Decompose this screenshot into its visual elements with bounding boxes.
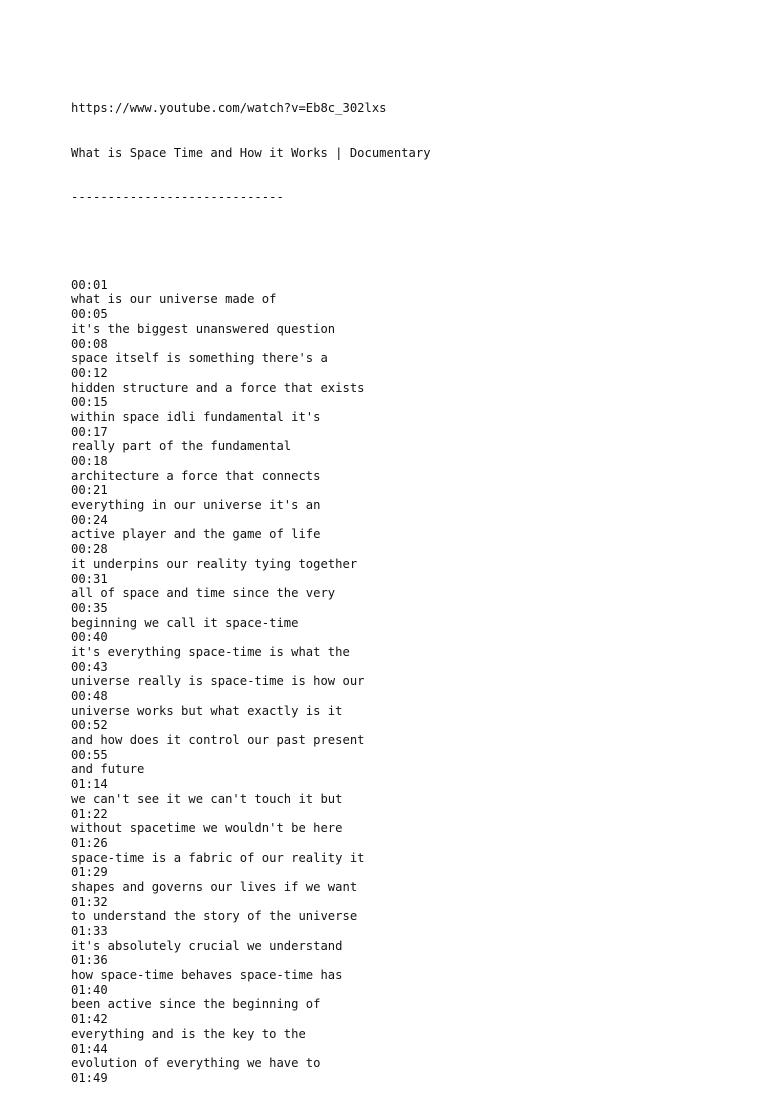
timestamp: 01:14 <box>71 777 108 792</box>
caption-line: without spacetime we wouldn't be here <box>71 821 343 836</box>
timestamp: 00:55 <box>71 747 108 762</box>
timestamp: 01:42 <box>71 1012 108 1027</box>
caption-line: beginning we call it space-time <box>71 615 299 630</box>
timestamp: 01:49 <box>71 1070 108 1085</box>
timestamp: 00:48 <box>71 689 108 704</box>
timestamp: 01:33 <box>71 924 108 939</box>
caption-line: space-time is a fabric of our reality it <box>71 850 365 865</box>
timestamp: 00:05 <box>71 307 108 322</box>
timestamp: 00:52 <box>71 718 108 733</box>
timestamp: 01:36 <box>71 953 108 968</box>
timestamp: 00:08 <box>71 336 108 351</box>
caption-line: it's everything space-time is what the <box>71 644 350 659</box>
caption-line: it's absolutely crucial we understand <box>71 938 343 953</box>
video-url: https://www.youtube.com/watch?v=Eb8c_302lxs <box>71 101 387 116</box>
timestamp: 01:32 <box>71 894 108 909</box>
transcript-list <box>71 278 731 1086</box>
timestamp: 01:44 <box>71 1041 108 1056</box>
timestamp: 00:31 <box>71 571 108 586</box>
caption-line: to understand the story of the universe <box>71 909 358 924</box>
caption-line: all of space and time since the very <box>71 586 336 601</box>
caption-line: been active since the beginning of <box>71 997 321 1012</box>
caption-line: everything in our universe it's an <box>71 498 321 513</box>
title-separator: ----------------------------- <box>71 189 284 204</box>
caption-line: universe works but what exactly is it <box>71 703 343 718</box>
timestamp: 00:28 <box>71 542 108 557</box>
caption-line: evolution of everything we have to <box>71 1056 321 1071</box>
timestamp: 00:17 <box>71 424 108 439</box>
timestamp: 01:29 <box>71 865 108 880</box>
caption-line: within space idli fundamental it's <box>71 409 321 424</box>
caption-line: really part of the fundamental <box>71 439 292 454</box>
caption-line: hidden structure and a force that exists <box>71 380 365 395</box>
caption-line: how space-time behaves space-time has <box>71 968 343 983</box>
caption-line: we can't see it we can't touch it but <box>71 791 343 806</box>
caption-line: and how does it control our past present <box>71 733 365 748</box>
timestamp: 00:35 <box>71 600 108 615</box>
timestamp: 00:18 <box>71 454 108 469</box>
caption-line: architecture a force that connects <box>71 468 321 483</box>
timestamp: 00:24 <box>71 512 108 527</box>
caption-line: universe really is space-time is how our <box>71 674 365 689</box>
caption-line: shapes and governs our lives if we want <box>71 879 358 894</box>
timestamp: 00:21 <box>71 483 108 498</box>
caption-line: space itself is something there's a <box>71 351 328 366</box>
caption-line: and future <box>71 762 145 777</box>
timestamp: 01:26 <box>71 835 108 850</box>
caption-line: it underpins our reality tying together <box>71 556 358 571</box>
timestamp: 01:40 <box>71 982 108 997</box>
timestamp: 00:43 <box>71 659 108 674</box>
caption-line: what is our universe made of <box>71 292 277 307</box>
timestamp: 00:01 <box>71 277 108 292</box>
caption-line: it's the biggest unanswered question <box>71 321 336 336</box>
document-title: What is Space Time and How it Works | Documentary <box>71 145 431 160</box>
timestamp: 01:22 <box>71 806 108 821</box>
caption-line: active player and the game of life <box>71 527 321 542</box>
blank-line <box>71 234 731 249</box>
transcript-page <box>71 72 731 1100</box>
caption-line: everything and is the key to the <box>71 1026 306 1041</box>
timestamp: 00:12 <box>71 365 108 380</box>
timestamp: 00:15 <box>71 395 108 410</box>
timestamp: 00:40 <box>71 630 108 645</box>
